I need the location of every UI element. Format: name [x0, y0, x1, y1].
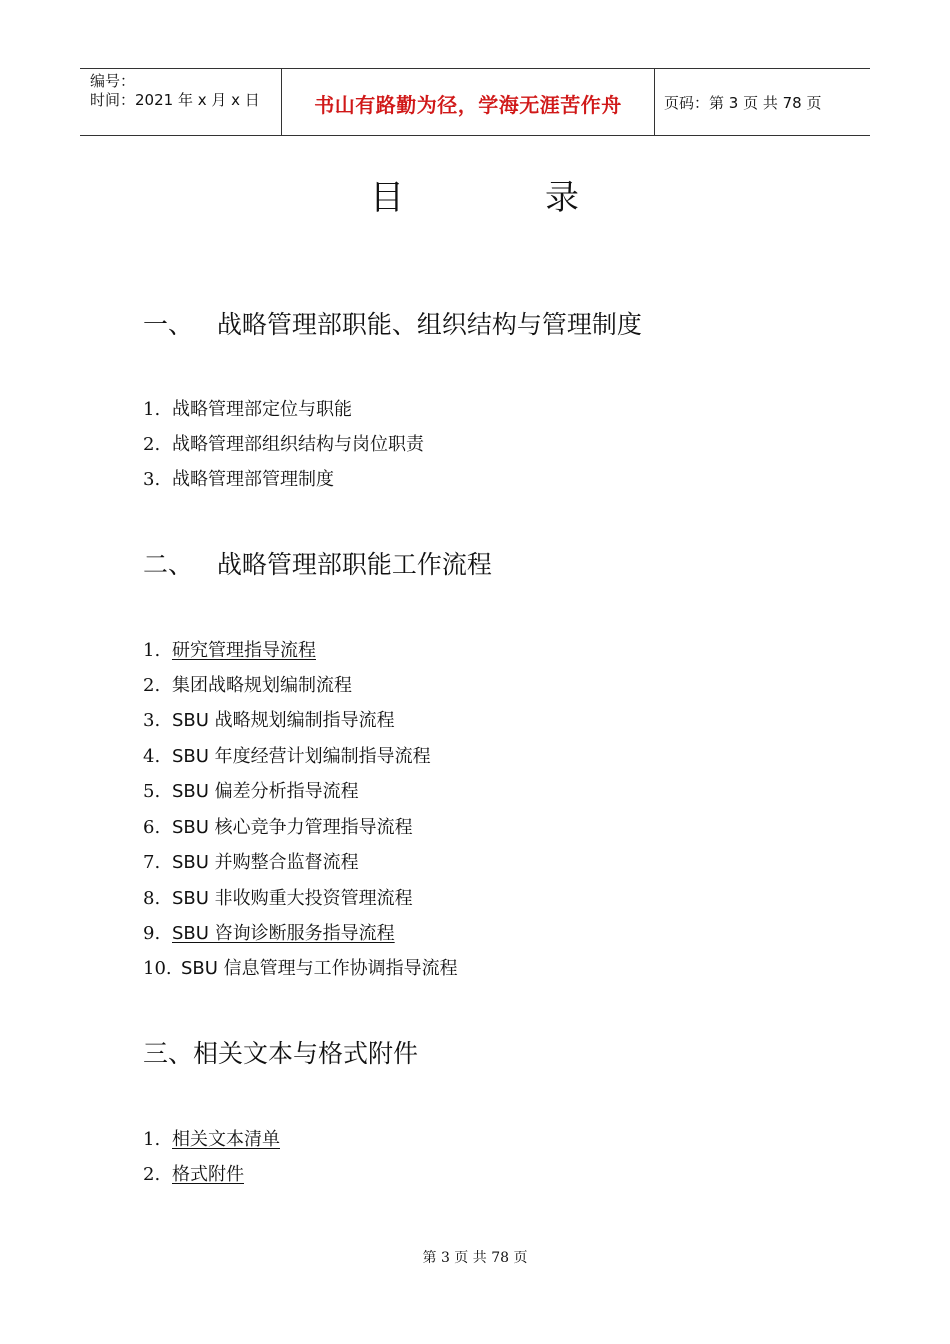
toc-title-right: 录: [545, 178, 579, 218]
item-number: 1.: [143, 640, 161, 661]
header-bottom-rule: [80, 135, 870, 136]
item-link[interactable]: 研究管理指导流程: [172, 640, 316, 661]
page-footer: 第 3 页 共 78 页: [422, 1250, 528, 1266]
motto: 书山有路勤为径，学海无涯苦作舟: [314, 93, 622, 117]
toc-item[interactable]: [143, 851, 359, 875]
item-link[interactable]: SBU 咨询诊断服务指导流程: [172, 923, 395, 944]
toc-item[interactable]: [143, 468, 334, 492]
toc-item[interactable]: [143, 887, 413, 911]
item-text: SBU 年度经营计划编制指导流程: [172, 746, 431, 767]
item-text: 战略管理部组织结构与岗位职责: [172, 434, 424, 455]
time-label: 时间：2021 年 x 月 x 日: [90, 91, 260, 109]
header-top-rule: [80, 68, 870, 69]
toc-item[interactable]: [143, 709, 395, 733]
item-number: 8.: [143, 888, 161, 909]
item-number: 5.: [143, 781, 161, 802]
section-heading: 三、相关文本与格式附件: [143, 1039, 419, 1068]
toc-item[interactable]: [143, 1128, 280, 1152]
toc-item[interactable]: [143, 674, 352, 698]
toc-item[interactable]: [143, 780, 359, 804]
section-heading: 一、 战略管理部职能、组织结构与管理制度: [143, 310, 642, 339]
toc-item[interactable]: [143, 745, 431, 769]
item-text: 集团战略规划编制流程: [172, 675, 352, 696]
item-link[interactable]: 格式附件: [172, 1164, 244, 1185]
item-number: 3.: [143, 469, 161, 490]
header-divider-right: [654, 68, 655, 136]
item-text: SBU 信息管理与工作协调指导流程: [181, 958, 458, 979]
item-number: 4.: [143, 746, 161, 767]
item-number: 1.: [143, 399, 161, 420]
toc-item[interactable]: [143, 433, 424, 457]
toc-item[interactable]: [143, 816, 413, 840]
toc-item[interactable]: [143, 398, 352, 422]
item-number: 2.: [143, 1164, 161, 1185]
item-text: SBU 偏差分析指导流程: [172, 781, 359, 802]
toc-item[interactable]: [143, 957, 458, 981]
toc-item[interactable]: [143, 1163, 244, 1187]
item-number: 9.: [143, 923, 161, 944]
item-number: 1.: [143, 1129, 161, 1150]
item-number: 2.: [143, 675, 161, 696]
item-text: SBU 并购整合监督流程: [172, 852, 359, 873]
page-info: 页码：第 3 页 共 78 页: [664, 94, 822, 112]
item-text: SBU 核心竞争力管理指导流程: [172, 817, 413, 838]
toc-title-left: 目: [370, 178, 404, 218]
toc-item[interactable]: [143, 639, 316, 663]
section-heading: 二、 战略管理部职能工作流程: [143, 550, 492, 579]
serial-label: 编号：: [90, 72, 136, 90]
item-text: SBU 战略规划编制指导流程: [172, 710, 395, 731]
item-number: 6.: [143, 817, 161, 838]
item-text: 战略管理部管理制度: [172, 469, 334, 490]
item-number: 10.: [143, 958, 172, 979]
item-number: 3.: [143, 710, 161, 731]
item-link[interactable]: 相关文本清单: [172, 1129, 280, 1150]
toc-item[interactable]: [143, 922, 395, 946]
item-text: 战略管理部定位与职能: [172, 399, 352, 420]
item-number: 2.: [143, 434, 161, 455]
item-number: 7.: [143, 852, 161, 873]
item-text: SBU 非收购重大投资管理流程: [172, 888, 413, 909]
